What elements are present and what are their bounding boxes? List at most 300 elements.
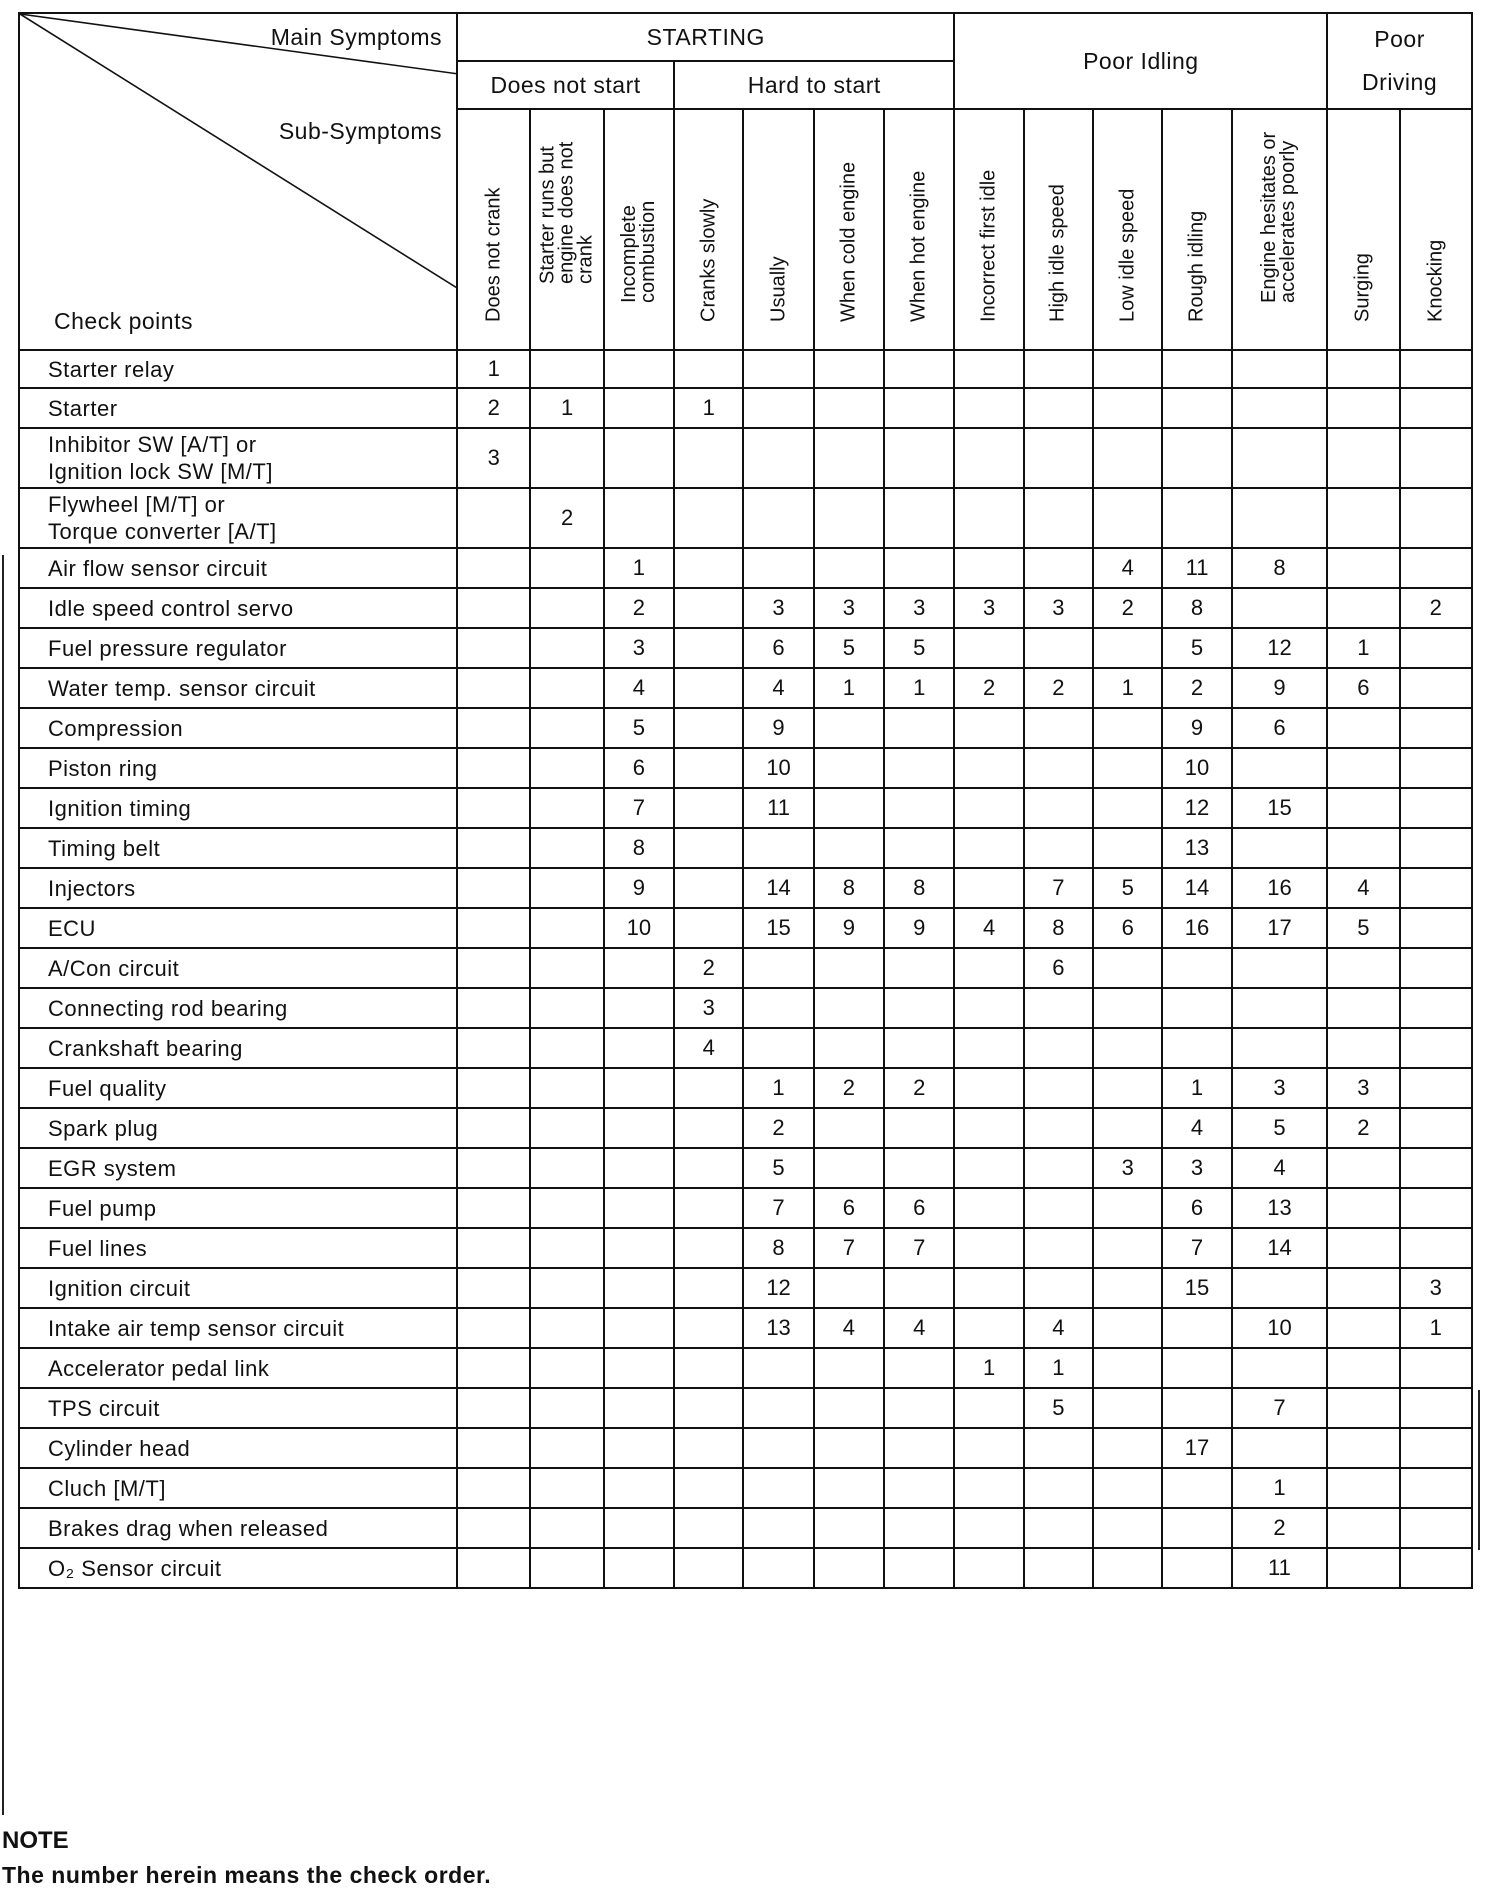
check-order-cell: [604, 350, 674, 388]
check-order-cell: [1024, 1188, 1093, 1228]
check-order-cell: 3: [1327, 1068, 1399, 1108]
check-order-cell: [1400, 1428, 1472, 1468]
check-order-cell: [884, 1428, 954, 1468]
check-order-cell: [674, 828, 743, 868]
check-order-cell: [530, 668, 603, 708]
check-order-cell: 2: [530, 488, 603, 548]
check-order-cell: [1232, 350, 1327, 388]
check-order-cell: [1162, 1548, 1231, 1588]
check-order-cell: [457, 1268, 530, 1308]
check-order-cell: [530, 1388, 603, 1428]
check-order-cell: [674, 908, 743, 948]
check-order-cell: [1232, 1028, 1327, 1068]
check-order-cell: [1024, 1148, 1093, 1188]
table-row: [19, 548, 1472, 588]
check-order-cell: [674, 748, 743, 788]
check-order-cell: [814, 708, 884, 748]
check-order-cell: [954, 1428, 1023, 1468]
check-order-cell: [1400, 948, 1472, 988]
check-order-cell: [1400, 988, 1472, 1028]
check-order-cell: [457, 1228, 530, 1268]
sub-symptom-header: [1327, 109, 1399, 350]
table-row: [19, 1508, 1472, 1548]
check-order-cell: 13: [1232, 1188, 1327, 1228]
check-order-cell: [457, 1068, 530, 1108]
check-order-cell: [1400, 1228, 1472, 1268]
check-order-cell: [530, 1028, 603, 1068]
check-point-label: Starter relay: [19, 350, 457, 388]
check-order-cell: [1093, 388, 1162, 428]
check-order-cell: 1: [1232, 1468, 1327, 1508]
check-point-label: Compression: [19, 708, 457, 748]
check-order-cell: [604, 388, 674, 428]
check-point-label: Injectors: [19, 868, 457, 908]
check-order-cell: [884, 1148, 954, 1188]
check-order-cell: [1327, 1028, 1399, 1068]
header-corner: [19, 13, 457, 350]
sub-symptom-label: Starter runs but engine does not crank: [536, 141, 597, 284]
check-order-cell: 13: [1162, 828, 1231, 868]
check-order-cell: [1400, 828, 1472, 868]
check-order-cell: 15: [743, 908, 813, 948]
check-order-cell: 5: [604, 708, 674, 748]
check-order-cell: [1024, 548, 1093, 588]
check-order-cell: [743, 948, 813, 988]
check-order-cell: 1: [1093, 668, 1162, 708]
check-order-cell: [1024, 1028, 1093, 1068]
check-order-cell: [954, 1108, 1023, 1148]
check-order-cell: 9: [1232, 668, 1327, 708]
margin-mark: [1478, 1390, 1480, 1550]
check-order-cell: 16: [1232, 868, 1327, 908]
check-order-cell: [1232, 1348, 1327, 1388]
check-order-cell: [1093, 350, 1162, 388]
check-order-cell: 2: [1327, 1108, 1399, 1148]
group-poor-driving: [1327, 13, 1472, 109]
check-order-cell: [457, 868, 530, 908]
check-order-cell: 3: [743, 588, 813, 628]
check-order-cell: [743, 350, 813, 388]
check-order-cell: [954, 388, 1023, 428]
check-order-cell: [674, 1468, 743, 1508]
check-order-cell: [604, 1428, 674, 1468]
diagnosis-table: [18, 12, 1473, 1589]
check-order-cell: [457, 1108, 530, 1148]
check-order-cell: [457, 1308, 530, 1348]
sub-symptom-label: When hot engine: [907, 170, 930, 322]
sub-symptom-header: [604, 109, 674, 350]
table-row: [19, 1428, 1472, 1468]
check-order-cell: [1327, 548, 1399, 588]
sub-symptom-label: Rough idling: [1185, 210, 1208, 322]
check-order-cell: [457, 828, 530, 868]
check-order-cell: [814, 488, 884, 548]
poor-driving-line-1: Poor: [1374, 26, 1425, 52]
check-order-cell: 14: [1232, 1228, 1327, 1268]
check-point-label: Idle speed control servo: [19, 588, 457, 628]
check-order-cell: [743, 1388, 813, 1428]
check-order-cell: [1093, 1228, 1162, 1268]
check-order-cell: [1093, 1028, 1162, 1068]
check-order-cell: 7: [1162, 1228, 1231, 1268]
check-order-cell: [674, 1428, 743, 1468]
check-order-cell: [814, 548, 884, 588]
check-order-cell: 9: [743, 708, 813, 748]
check-order-cell: [1232, 488, 1327, 548]
poor-driving-line-2: Driving: [1362, 69, 1438, 95]
check-order-cell: 8: [604, 828, 674, 868]
check-order-cell: 13: [743, 1308, 813, 1348]
check-order-cell: [954, 488, 1023, 548]
check-order-cell: [1024, 1468, 1093, 1508]
check-order-cell: [457, 1028, 530, 1068]
check-order-cell: [954, 548, 1023, 588]
check-order-cell: [530, 948, 603, 988]
group-hard-to-start: Hard to start: [674, 61, 954, 109]
check-order-cell: 2: [1400, 588, 1472, 628]
check-order-cell: 6: [1232, 708, 1327, 748]
check-order-cell: [1024, 388, 1093, 428]
sub-symptom-header: [1232, 109, 1327, 350]
check-order-cell: [1162, 350, 1231, 388]
check-order-cell: [814, 1468, 884, 1508]
check-order-cell: [1024, 1108, 1093, 1148]
check-order-cell: [814, 1028, 884, 1068]
check-order-cell: 4: [954, 908, 1023, 948]
check-order-cell: 2: [743, 1108, 813, 1148]
check-order-cell: [743, 488, 813, 548]
check-order-cell: 7: [884, 1228, 954, 1268]
check-order-cell: [814, 428, 884, 488]
check-order-cell: [604, 1228, 674, 1268]
check-order-cell: [1400, 1028, 1472, 1068]
check-order-cell: [674, 1308, 743, 1348]
check-order-cell: 4: [1327, 868, 1399, 908]
check-order-cell: [604, 1028, 674, 1068]
check-order-cell: 12: [743, 1268, 813, 1308]
check-order-cell: [884, 1348, 954, 1388]
check-order-cell: 8: [1162, 588, 1231, 628]
check-order-cell: [530, 1188, 603, 1228]
check-order-cell: [814, 1388, 884, 1428]
check-order-cell: [674, 1268, 743, 1308]
sub-symptom-label: Engine hesitates or accelerates poorly: [1258, 131, 1300, 303]
check-order-cell: [674, 1508, 743, 1548]
sub-symptom-header: [674, 109, 743, 350]
check-order-cell: [1400, 428, 1472, 488]
check-order-cell: 5: [1093, 868, 1162, 908]
check-order-cell: [674, 1228, 743, 1268]
check-order-cell: [1400, 1548, 1472, 1588]
check-order-cell: 1: [457, 350, 530, 388]
check-order-cell: [884, 1548, 954, 1588]
check-order-cell: 1: [604, 548, 674, 588]
check-order-cell: 1: [1400, 1308, 1472, 1348]
check-order-cell: [1093, 948, 1162, 988]
check-order-cell: [814, 1148, 884, 1188]
check-order-cell: [814, 1268, 884, 1308]
check-order-cell: [1327, 1468, 1399, 1508]
check-point-label: Fuel quality: [19, 1068, 457, 1108]
check-order-cell: 5: [814, 628, 884, 668]
check-point-label: Inhibitor SW [A/T] or Ignition lock SW [M/T]: [19, 428, 457, 488]
check-order-cell: [1093, 1268, 1162, 1308]
check-point-label: EGR system: [19, 1148, 457, 1188]
check-order-cell: [457, 948, 530, 988]
sub-symptoms-label: Sub-Symptoms: [278, 118, 443, 144]
check-order-cell: [743, 388, 813, 428]
check-point-label: Brakes drag when released: [19, 1508, 457, 1548]
check-order-cell: [743, 988, 813, 1028]
check-order-cell: 4: [1162, 1108, 1231, 1148]
check-order-cell: [1093, 428, 1162, 488]
check-order-cell: [1024, 488, 1093, 548]
check-order-cell: [743, 1028, 813, 1068]
check-order-cell: [743, 1348, 813, 1388]
check-order-cell: 3: [1024, 588, 1093, 628]
check-order-cell: [814, 988, 884, 1028]
sub-symptom-label: Surging: [1351, 253, 1374, 322]
check-order-cell: [884, 488, 954, 548]
check-order-cell: 3: [457, 428, 530, 488]
check-order-cell: 8: [884, 868, 954, 908]
check-order-cell: [1327, 488, 1399, 548]
check-order-cell: [954, 788, 1023, 828]
check-order-cell: 4: [674, 1028, 743, 1068]
sub-symptom-header: [743, 109, 813, 350]
check-order-cell: [1400, 1468, 1472, 1508]
check-order-cell: 3: [1232, 1068, 1327, 1108]
check-order-cell: [884, 1028, 954, 1068]
check-order-cell: 15: [1162, 1268, 1231, 1308]
check-order-cell: [1400, 628, 1472, 668]
check-order-cell: 6: [1024, 948, 1093, 988]
check-order-cell: 1: [954, 1348, 1023, 1388]
check-order-cell: [1093, 1188, 1162, 1228]
check-order-cell: [604, 1068, 674, 1108]
check-order-cell: [743, 1508, 813, 1548]
check-order-cell: [1327, 988, 1399, 1028]
check-order-cell: [1327, 350, 1399, 388]
table-row: [19, 428, 1472, 488]
check-order-cell: 16: [1162, 908, 1231, 948]
check-order-cell: 7: [743, 1188, 813, 1228]
check-order-cell: [1400, 1068, 1472, 1108]
check-order-cell: [1162, 1468, 1231, 1508]
check-order-cell: [1024, 628, 1093, 668]
check-order-cell: 2: [674, 948, 743, 988]
check-order-cell: [1024, 748, 1093, 788]
check-order-cell: [1024, 1508, 1093, 1548]
check-order-cell: [1024, 1548, 1093, 1588]
table-row: [19, 1148, 1472, 1188]
check-order-cell: 2: [884, 1068, 954, 1108]
check-order-cell: 1: [1162, 1068, 1231, 1108]
table-row: [19, 1068, 1472, 1108]
check-order-cell: [814, 350, 884, 388]
sub-symptom-header: [1093, 109, 1162, 350]
check-order-cell: 9: [604, 868, 674, 908]
check-order-cell: [604, 1548, 674, 1588]
check-order-cell: [1162, 388, 1231, 428]
check-order-cell: [1232, 1428, 1327, 1468]
check-order-cell: [1400, 748, 1472, 788]
check-order-cell: [954, 350, 1023, 388]
check-point-label: TPS circuit: [19, 1388, 457, 1428]
check-order-cell: [1327, 1148, 1399, 1188]
check-order-cell: [1093, 628, 1162, 668]
check-order-cell: [1327, 1508, 1399, 1548]
check-order-cell: [884, 548, 954, 588]
check-order-cell: [674, 1548, 743, 1588]
check-order-cell: [1327, 828, 1399, 868]
check-order-cell: [1400, 350, 1472, 388]
check-order-cell: [1162, 988, 1231, 1028]
check-order-cell: [604, 488, 674, 548]
check-order-cell: [674, 788, 743, 828]
check-order-cell: 1: [743, 1068, 813, 1108]
table-row: [19, 488, 1472, 548]
sub-symptom-label: Does not crank: [482, 187, 505, 322]
check-order-cell: 3: [884, 588, 954, 628]
check-order-cell: 6: [1093, 908, 1162, 948]
check-order-cell: [530, 1348, 603, 1388]
check-order-cell: [1024, 428, 1093, 488]
check-order-cell: [884, 828, 954, 868]
check-order-cell: [1327, 588, 1399, 628]
check-order-cell: [954, 1508, 1023, 1548]
sub-symptom-header: [530, 109, 603, 350]
check-point-label: A/Con circuit: [19, 948, 457, 988]
check-order-cell: [1232, 388, 1327, 428]
check-order-cell: [604, 988, 674, 1028]
check-order-cell: [1232, 428, 1327, 488]
check-order-cell: [1162, 428, 1231, 488]
check-order-cell: [1327, 1228, 1399, 1268]
check-order-cell: [457, 1148, 530, 1188]
table-row: [19, 1268, 1472, 1308]
sub-symptom-header: [814, 109, 884, 350]
check-order-cell: [1232, 988, 1327, 1028]
check-order-cell: 10: [743, 748, 813, 788]
sub-symptom-label: Incorrect first idle: [977, 169, 1000, 322]
check-order-cell: [814, 1108, 884, 1148]
check-order-cell: 5: [884, 628, 954, 668]
check-order-cell: 10: [1162, 748, 1231, 788]
check-point-label: Fuel lines: [19, 1228, 457, 1268]
check-order-cell: [954, 828, 1023, 868]
check-order-cell: 3: [814, 588, 884, 628]
check-order-cell: 8: [743, 1228, 813, 1268]
sub-symptom-header: [1024, 109, 1093, 350]
check-order-cell: [1093, 1068, 1162, 1108]
check-order-cell: [1093, 708, 1162, 748]
check-order-cell: [1232, 828, 1327, 868]
check-order-cell: 7: [814, 1228, 884, 1268]
check-order-cell: [814, 1348, 884, 1388]
check-order-cell: [457, 1428, 530, 1468]
check-order-cell: [884, 388, 954, 428]
check-order-cell: [604, 1148, 674, 1188]
check-order-cell: [1400, 488, 1472, 548]
check-order-cell: 2: [1162, 668, 1231, 708]
check-order-cell: [530, 1108, 603, 1148]
sub-symptom-label: Knocking: [1424, 239, 1447, 322]
check-order-cell: [884, 788, 954, 828]
check-order-cell: [530, 748, 603, 788]
check-order-cell: [743, 1468, 813, 1508]
group-poor-idling: Poor Idling: [954, 13, 1327, 109]
check-order-cell: [1024, 1068, 1093, 1108]
group-does-not-start: Does not start: [457, 61, 674, 109]
check-order-cell: 12: [1232, 628, 1327, 668]
table-row: [19, 1468, 1472, 1508]
check-order-cell: [1093, 1468, 1162, 1508]
check-order-cell: [674, 708, 743, 748]
check-order-cell: 17: [1162, 1428, 1231, 1468]
check-order-cell: [1327, 948, 1399, 988]
check-order-cell: [604, 1108, 674, 1148]
check-order-cell: [1400, 708, 1472, 748]
check-order-cell: 9: [884, 908, 954, 948]
check-order-cell: [674, 628, 743, 668]
check-order-cell: [530, 908, 603, 948]
check-order-cell: [884, 350, 954, 388]
check-order-cell: [1162, 1508, 1231, 1548]
check-order-cell: [530, 1228, 603, 1268]
table-row: [19, 1548, 1472, 1588]
check-point-label: Intake air temp sensor circuit: [19, 1308, 457, 1348]
check-order-cell: [1400, 1108, 1472, 1148]
check-order-cell: [530, 1428, 603, 1468]
table-row: [19, 748, 1472, 788]
check-order-cell: [814, 828, 884, 868]
check-points-label: Check points: [54, 308, 193, 334]
check-order-cell: [457, 488, 530, 548]
check-order-cell: [814, 788, 884, 828]
table-row: [19, 1348, 1472, 1388]
check-order-cell: [954, 1308, 1023, 1348]
check-order-cell: [530, 588, 603, 628]
check-point-label: Accelerator pedal link: [19, 1348, 457, 1388]
check-point-label: Cylinder head: [19, 1428, 457, 1468]
check-order-cell: [884, 1388, 954, 1428]
check-order-cell: [1400, 1148, 1472, 1188]
check-order-cell: [1232, 748, 1327, 788]
check-order-cell: [884, 1508, 954, 1548]
check-order-cell: 7: [604, 788, 674, 828]
check-order-cell: [674, 1388, 743, 1428]
check-order-cell: [954, 1388, 1023, 1428]
check-order-cell: [457, 708, 530, 748]
check-order-cell: 4: [1093, 548, 1162, 588]
check-order-cell: [1024, 1428, 1093, 1468]
check-order-cell: 11: [1232, 1548, 1327, 1588]
check-order-cell: 6: [743, 628, 813, 668]
check-order-cell: [743, 1548, 813, 1588]
check-order-cell: 2: [1024, 668, 1093, 708]
check-order-cell: [530, 1308, 603, 1348]
check-order-cell: [530, 1548, 603, 1588]
check-order-cell: [674, 1348, 743, 1388]
check-point-label: Spark plug: [19, 1108, 457, 1148]
check-order-cell: 4: [604, 668, 674, 708]
check-order-cell: [1400, 1188, 1472, 1228]
check-order-cell: [1024, 1228, 1093, 1268]
check-point-label: Air flow sensor circuit: [19, 548, 457, 588]
check-order-cell: 4: [1024, 1308, 1093, 1348]
check-order-cell: [604, 1268, 674, 1308]
